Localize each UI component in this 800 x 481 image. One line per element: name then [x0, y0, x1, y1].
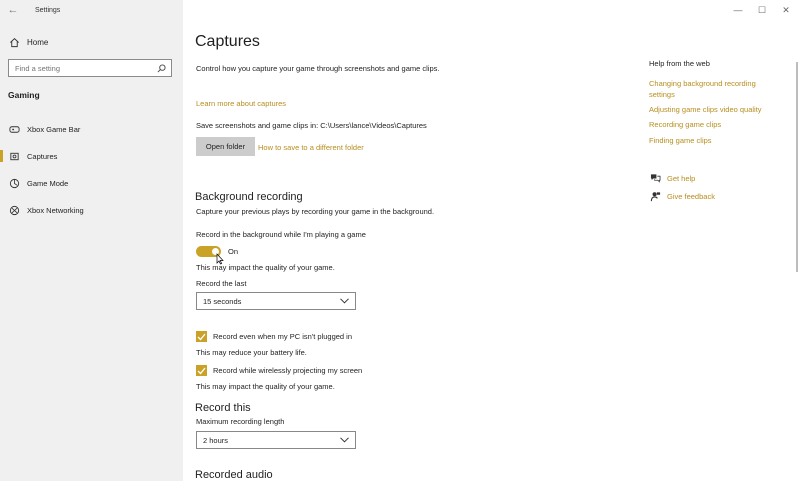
record-last-dropdown[interactable]	[196, 292, 356, 310]
help-link-finding-clips[interactable]: Finding game clips	[649, 136, 712, 145]
projecting-checkbox[interactable]	[196, 365, 207, 376]
give-feedback-link[interactable]	[649, 190, 715, 202]
main-content	[183, 0, 623, 481]
xbox-game-bar-icon	[8, 123, 20, 135]
feedback-person-icon	[649, 190, 661, 202]
background-recording-heading: Background recording	[195, 191, 303, 203]
how-to-save-link[interactable]: How to save to a different folder	[258, 143, 364, 152]
page-title: Captures	[195, 33, 260, 50]
back-button[interactable]: ←	[7, 4, 19, 16]
impact-note: This may impact the quality of your game.	[196, 263, 335, 272]
record-last-label: Record the last	[196, 279, 247, 288]
sidebar	[0, 0, 183, 481]
projecting-note: This may impact the quality of your game.	[196, 382, 335, 391]
home-label: Home	[27, 37, 49, 47]
home-nav-item[interactable]	[8, 36, 48, 48]
captures-icon	[8, 150, 20, 162]
help-panel	[649, 0, 789, 481]
chevron-down-icon	[340, 297, 349, 306]
record-this-heading: Record this	[195, 402, 251, 414]
save-location-text: Save screenshots and game clips in: C:\Users\lance\Videos\Captures	[196, 121, 427, 130]
sidebar-item-xbox-game-bar[interactable]	[0, 120, 183, 138]
sidebar-item-label: Xbox Networking	[27, 205, 84, 215]
sidebar-item-game-mode[interactable]	[0, 174, 183, 192]
background-recording-description: Capture your previous plays by recording your game in the background.	[196, 207, 435, 216]
sidebar-item-label: Game Mode	[27, 178, 69, 188]
help-link-background-recording[interactable]: Changing background recording settings	[649, 79, 756, 99]
page-description: Control how you capture your game through screenshots and game clips.	[196, 64, 440, 73]
get-help-label: Get help	[667, 173, 696, 183]
game-mode-icon	[8, 177, 20, 189]
search-box[interactable]	[8, 59, 172, 77]
chevron-down-icon	[340, 436, 349, 445]
search-input[interactable]	[15, 64, 145, 73]
maximize-button[interactable]: ☐	[757, 4, 767, 15]
plugged-in-label: Record even when my PC isn't plugged in	[213, 332, 353, 341]
projecting-label: Record while wirelessly projecting my screen	[213, 366, 363, 375]
learn-more-link[interactable]: Learn more about captures	[196, 99, 287, 108]
record-last-value: 15 seconds	[203, 296, 242, 306]
app-title: Settings	[35, 6, 61, 14]
sidebar-item-label: Xbox Game Bar	[27, 124, 81, 134]
help-heading: Help from the web	[649, 59, 710, 68]
plugged-in-checkbox-row[interactable]	[196, 331, 352, 342]
section-title-gaming: Gaming	[8, 90, 40, 100]
recorded-audio-heading: Recorded audio	[195, 469, 273, 481]
max-length-value: 2 hours	[203, 435, 229, 445]
battery-note: This may reduce your battery life.	[196, 348, 307, 357]
chat-bubble-icon	[649, 172, 661, 184]
background-toggle-label: Record in the background while I'm playing a game	[196, 230, 366, 239]
sidebar-item-label: Captures	[27, 151, 58, 161]
max-length-dropdown[interactable]	[196, 431, 356, 449]
give-feedback-label: Give feedback	[667, 191, 715, 201]
minimize-button[interactable]: —	[733, 5, 743, 15]
search-icon[interactable]	[156, 63, 166, 73]
scrollbar[interactable]	[796, 62, 798, 272]
max-length-label: Maximum recording length	[196, 417, 285, 426]
projecting-checkbox-row[interactable]	[196, 365, 362, 376]
help-link-recording-clips[interactable]: Recording game clips	[649, 120, 722, 129]
open-folder-button[interactable]: Open folder	[196, 137, 255, 156]
get-help-link[interactable]	[649, 172, 695, 184]
title-bar	[0, 0, 183, 20]
plugged-in-checkbox[interactable]	[196, 331, 207, 342]
help-link-video-quality[interactable]: Adjusting game clips video quality	[649, 105, 762, 114]
toggle-state-label: On	[228, 247, 239, 256]
close-button[interactable]: ✕	[782, 4, 790, 15]
home-icon	[8, 36, 20, 48]
sidebar-item-xbox-networking[interactable]	[0, 201, 183, 219]
sidebar-item-captures[interactable]	[0, 147, 183, 165]
xbox-networking-icon	[8, 204, 20, 216]
